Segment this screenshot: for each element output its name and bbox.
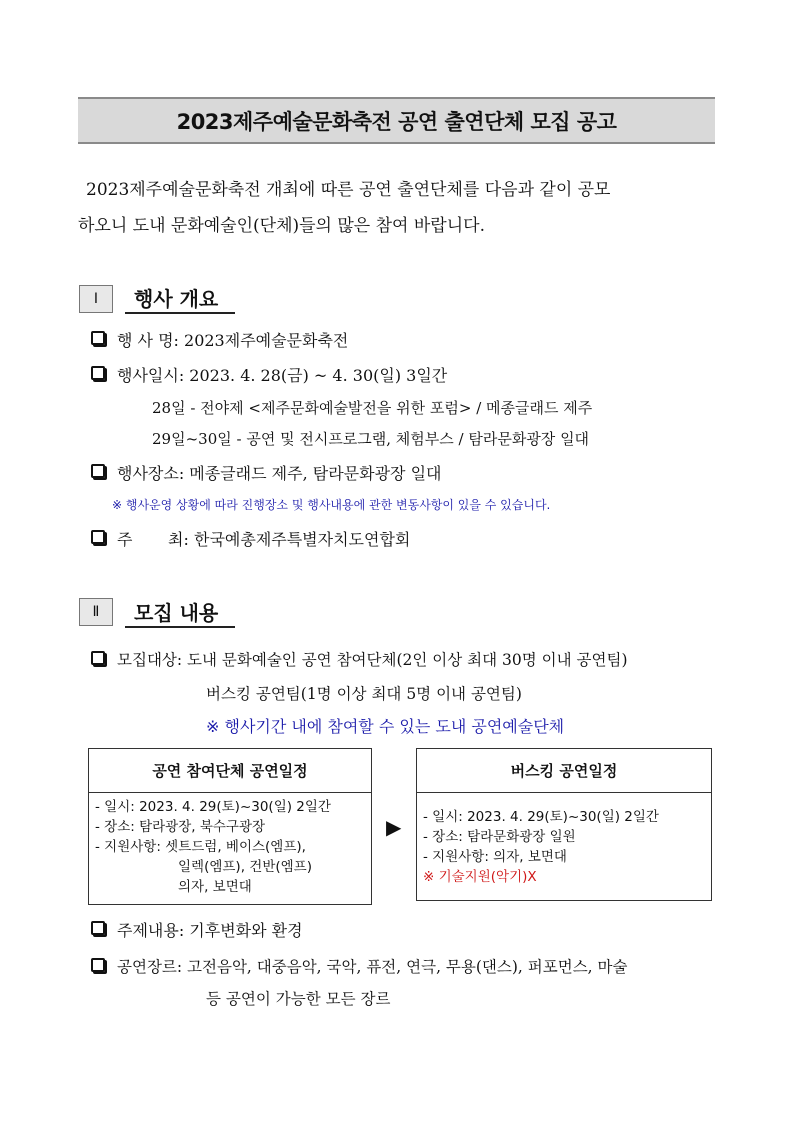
busking-schedule-box: [416, 748, 712, 901]
section-1-number: Ⅰ: [79, 285, 113, 313]
recruit-target-note: ※ 행사기간 내에 참여할 수 있는 도내 공연예술단체: [206, 717, 565, 736]
intro-line-1: 2023제주예술문화축전 개최에 따른 공연 출연단체를 다음과 같이 공모: [86, 180, 611, 200]
schedule-day-28: 28일 - 전야제 <제주문화예술발전을 위한 포럼> / 메종글래드 제주: [152, 399, 593, 417]
checkbox-icon: [91, 921, 105, 935]
theme-content: 주제내용: 기후변화와 환경: [117, 921, 303, 940]
checkbox-icon: [91, 366, 105, 380]
performance-genre: 공연장르: 고전음악, 대중음악, 국악, 퓨전, 연극, 무용(댄스), 퍼포먼스, 마술: [117, 958, 628, 976]
intro-line-2: 하오니 도내 문화예술인(단체)들의 많은 참여 바랍니다.: [78, 216, 485, 236]
checkbox-icon: [91, 464, 105, 478]
busking-schedule-heading: 버스킹 공연일정: [417, 749, 711, 793]
change-notice: ※ 행사운영 상황에 따라 진행장소 및 행사내용에 관한 변동사항이 있을 수 있습니다.: [112, 498, 551, 512]
busking-no-tech-support: ※ 기술지원(악기)X: [423, 869, 537, 885]
busking-support: - 지원사항: 의자, 보면대: [423, 849, 567, 865]
document-title-box: [78, 97, 715, 144]
checkbox-icon: [91, 651, 105, 665]
event-venue: 행사장소: 메종글래드 제주, 탐라문화광장 일대: [117, 464, 442, 483]
performance-genre-cont: 등 공연이 가능한 모든 장르: [206, 990, 391, 1008]
performance-schedule-box: [88, 748, 372, 905]
section-1-underline: [125, 312, 235, 314]
checkbox-icon: [91, 331, 105, 345]
busking-place: - 장소: 탐라문화광장 일원: [423, 829, 576, 845]
schedule-day-29-30: 29일~30일 - 공연 및 전시프로그램, 체험부스 / 탐라문화광장 일대: [152, 430, 590, 448]
intro-paragraph: [78, 172, 718, 244]
section-2-title: 모집 내용: [134, 601, 219, 625]
recruit-target: 모집대상: 도내 문화예술인 공연 참여단체(2인 이상 최대 30명 이내 공연팀): [117, 651, 628, 669]
section-2-number: Ⅱ: [79, 598, 113, 626]
document-title: 2023제주예술문화축전 공연 출연단체 모집 공고: [176, 109, 617, 134]
busking-date: - 일시: 2023. 4. 29(토)~30(일) 2일간: [423, 809, 659, 825]
arrow-right-icon: ▶: [386, 815, 402, 839]
performance-place: - 장소: 탐라광장, 북수구광장: [95, 819, 266, 835]
checkbox-icon: [91, 530, 105, 544]
performance-support-cont-2: 의자, 보면대: [178, 879, 252, 895]
performance-date: - 일시: 2023. 4. 29(토)~30(일) 2일간: [95, 799, 331, 815]
performance-support: - 지원사항: 셋트드럼, 베이스(엠프),: [95, 839, 306, 855]
section-2-underline: [125, 626, 235, 628]
event-host: 주 최: 한국예총제주특별자치도연합회: [117, 530, 411, 549]
recruit-target-busking: 버스킹 공연팀(1명 이상 최대 5명 이내 공연팀): [206, 685, 522, 703]
busking-schedule-details: [417, 793, 711, 887]
checkbox-icon: [91, 958, 105, 972]
event-dates: 행사일시: 2023. 4. 28(금) ~ 4. 30(일) 3일간: [117, 366, 448, 385]
event-name: 행 사 명: 2023제주예술문화축전: [117, 331, 349, 350]
performance-schedule-details: [89, 793, 371, 897]
section-1-title: 행사 개요: [134, 287, 219, 311]
performance-schedule-heading: 공연 참여단체 공연일정: [89, 749, 371, 793]
performance-support-cont: 일렉(엠프), 건반(엠프): [178, 859, 312, 875]
